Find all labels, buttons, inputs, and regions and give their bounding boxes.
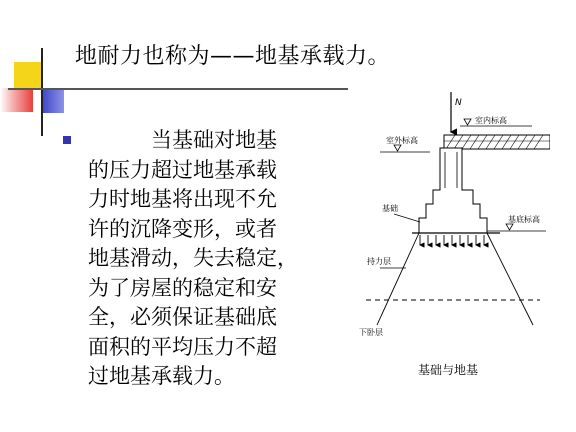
decor-red-square — [0, 88, 33, 112]
body-line: 许的沉降变形，或者 — [88, 216, 277, 241]
decor-yellow-square — [14, 62, 41, 89]
body-paragraph — [88, 126, 320, 392]
stress-diffusion-lines — [377, 233, 533, 325]
underlying-layer-label: 下卧层 — [359, 328, 383, 337]
base-level-mark — [487, 224, 546, 231]
stepped-foundation — [419, 148, 487, 233]
ground-floor-slab — [444, 135, 550, 149]
decor-vertical-line — [41, 48, 43, 136]
stress-arrows — [420, 235, 484, 245]
foundation-label: 基础 — [382, 204, 398, 213]
outdoor-level-mark — [380, 145, 430, 152]
body-line: 为了房屋的稳定和安 — [88, 275, 277, 300]
bullet-icon — [63, 136, 71, 144]
body-line: 地基滑动，失去稳定， — [88, 246, 298, 270]
body-line: 的压力超过地基承载 — [88, 157, 277, 182]
base-level-label: 基底标高 — [508, 215, 540, 224]
load-label: N — [455, 98, 462, 108]
body-line: 过地基承载力。 — [88, 364, 235, 388]
foundation-diagram — [350, 92, 550, 342]
body-line: 全，必须保证基础底 — [88, 305, 277, 329]
bearing-layer-label: 持力层 — [367, 257, 391, 266]
foundation-leader — [394, 214, 420, 222]
indoor-level-label: 室内标高 — [475, 116, 507, 125]
body-line: 力时地基将出现不允 — [88, 187, 277, 211]
body-line: 面积的平均压力不超 — [88, 334, 277, 359]
decor-blue-square — [41, 90, 64, 113]
decor-horizontal-line — [8, 88, 348, 90]
figure-caption: 基础与地基 — [418, 363, 479, 377]
outdoor-level-label: 室外标高 — [386, 136, 418, 145]
slide-title: 地耐力也称为——地基承载力。 — [75, 44, 391, 69]
body-line: 当基础对地基 — [151, 128, 277, 152]
